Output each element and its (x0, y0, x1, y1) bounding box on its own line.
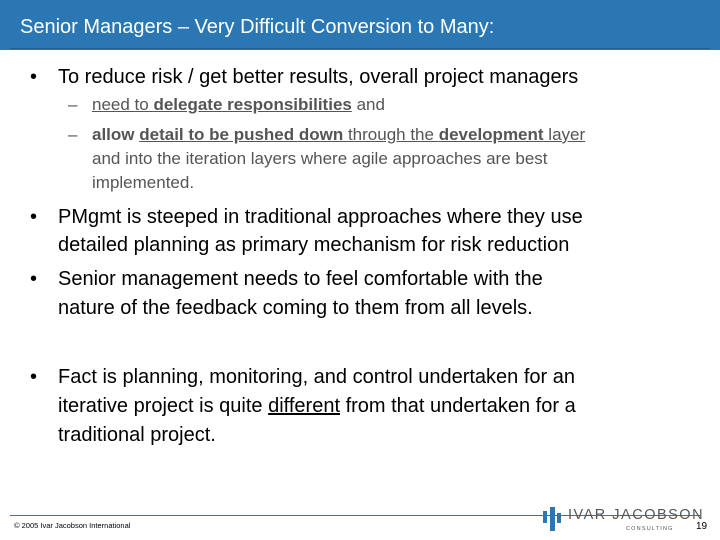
bullet-text: Senior management needs to feel comfortable with the (58, 268, 543, 290)
logo-name-text: IVAR JACOBSON (568, 507, 705, 523)
bullet-text: Fact is planning, monitoring, and control undertaken for an (58, 366, 575, 388)
bullet-marker: • (30, 66, 38, 88)
sub-bullet-text (92, 124, 585, 146)
logo-mark-icon (542, 507, 562, 531)
bullet-marker: • (30, 268, 38, 290)
title-divider (10, 48, 710, 49)
bullet-marker: • (30, 206, 38, 228)
sub-bullet-underlined-part: detail to be pushed down (139, 125, 344, 144)
emphasis-word: different (268, 395, 341, 417)
sub-bullet-text-part: and (351, 95, 385, 114)
page-number: 19 (696, 521, 708, 532)
sub-bullet-bold-part: delegate responsibilities (153, 95, 352, 114)
copyright-text: © 2005 Ivar Jacobson International (14, 521, 131, 530)
sub-bullet-underlined-part: development (438, 125, 544, 144)
title-bar (0, 0, 720, 50)
bullet-text: To reduce risk / get better results, overall project managers (58, 66, 579, 88)
sub-bullet-text-part: need to (92, 95, 154, 114)
sub-bullet-marker: – (68, 95, 78, 114)
sub-bullet-marker: – (68, 125, 78, 144)
sub-bullet-bold-part: allow (92, 125, 140, 144)
sub-bullet-text (92, 94, 385, 116)
bullet-text: PMgmt is steeped in traditional approaches where they use (58, 206, 583, 228)
bullet-marker: • (30, 366, 38, 388)
sub-bullet-underlined-part: through the (343, 125, 439, 144)
slide-title: Senior Managers – Very Difficult Conversion to Many: (20, 16, 495, 38)
sub-bullet-underlined-part: layer (543, 125, 586, 144)
logo-sub-text: CONSULTING (626, 526, 674, 532)
